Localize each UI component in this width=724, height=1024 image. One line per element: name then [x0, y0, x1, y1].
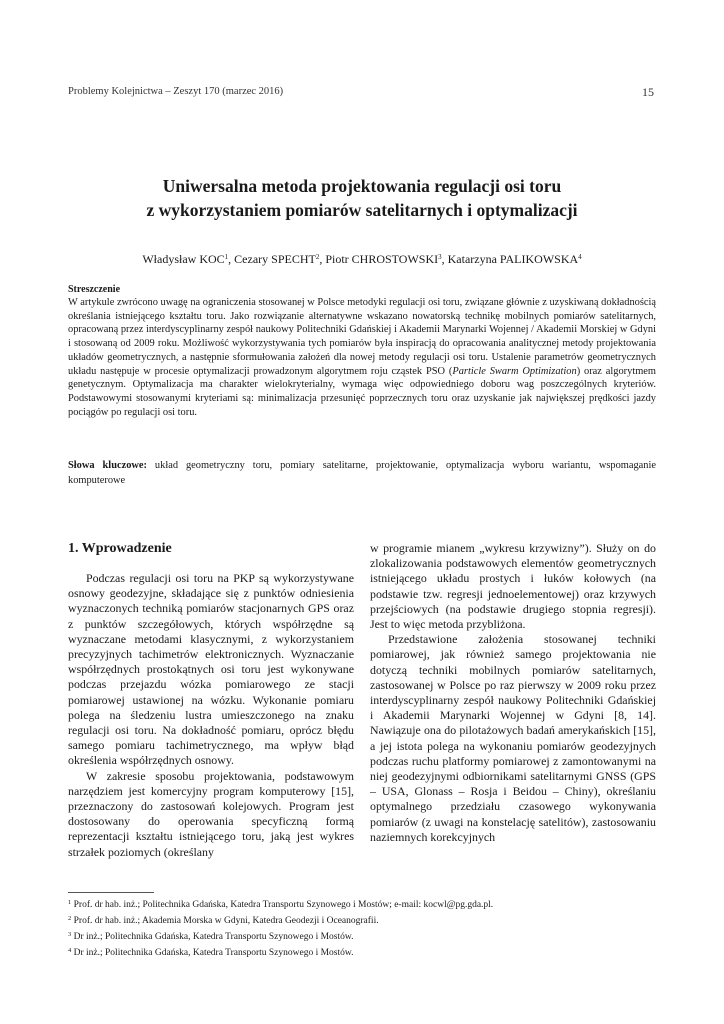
- author-separator: ,: [228, 252, 235, 266]
- author-affiliation-mark: 4: [578, 253, 582, 261]
- footnote-mark: 2: [68, 915, 72, 922]
- section-heading: 1. Wprowadzenie: [68, 541, 172, 556]
- author-name: Cezary SPECHT: [234, 252, 316, 266]
- author-list: [68, 252, 656, 267]
- title-line-2: z wykorzystaniem pomiarów satelitarnych i optymalizacji: [146, 200, 578, 220]
- left-column: [68, 571, 354, 860]
- footnote-mark: 4: [68, 947, 72, 954]
- author-affiliation-mark: 2: [315, 253, 320, 261]
- author-separator: ,: [319, 252, 326, 266]
- author-name: Katarzyna PALIKOWSKA: [447, 252, 579, 266]
- keywords-label: Słowa kluczowe:: [68, 460, 147, 471]
- keywords-text: układ geometryczny toru, pomiary satelitarne, projektowanie, optymalizacja wyboru wariantu, wspomaganie komputerowe: [68, 460, 656, 486]
- footnote: [68, 896, 656, 912]
- footnote: [68, 944, 656, 960]
- author-affiliation-mark: 1: [224, 253, 229, 261]
- article-title: [68, 174, 656, 222]
- footnote: [68, 912, 656, 928]
- author-affiliation-mark: 3: [438, 253, 442, 261]
- body-paragraph: Przedstawione założenia stosowanej techniki pomiarowej, jak również samego projektowania nie dotyczą techniki mobilnych pomiarów satelitarnych, zastosowanej w Polsce po raz pierwszy w 2009 roku przez interdyscyplinarny zespół naukowy Politechniki Gdańskiej i Akademii Marynarki Wojennej w Gdyni [8, 14]. Nawiązuje ona do pilotażowych badań amerykańskich [15], a jej istota polega na wykonaniu pomiarów geodezyjnych podczas ruchu platformy pomiarowej z zamontowanymi na niej geodezyjnymi odbiornikami satelitarnymi GNSS (GPS – USA, Glonass – Rosja i Beidou – Chiny), określaniu optymalnego przedziału czasowego wykonywania pomiarów (z uwagi na konstelację satelitów), zastosowaniu naziemnych korekcyjnych: [370, 632, 656, 844]
- body-paragraph: Podczas regulacji osi toru na PKP są wykorzystywane osnowy geodezyjne, składające się z punktów odniesienia wyznaczonych techniką pomiarów stacjonarnych GPS oraz z punktów szczegółowych, których współrzędne są wyznaczane metodami klasycznymi, z wykorzystaniem precyzyjnych tachimetrów elektronicznych. Wyznaczanie współrzędnych prostokątnych osi toru jest wykonywane podczas przejazdu wózka pomiarowego ze stacji pomiarowej ustawionej na wózku. Wykonanie pomiaru polega na śledzeniu lustra umieszczonego na znaku regulacji osi toru. Na dokładność pomiaru, oprócz błędu samego pomiaru tachimetrycznego, ma wpływ błąd określenia współrzędnych osnowy.: [68, 571, 354, 768]
- abstract-text-part: ) oraz algorytmem genetycznym. Optymalizacja ma charakter wielokryterialny, wymaga więc odpowiedniego doboru wag poszczególnych kryteriów. Podstawowymi stosowanymi kryteriami są: minimalizacja przesunięć poprzecznych toru oraz uzyskanie jak największej prędkości jazdy pociągów po regulacji osi toru.: [68, 365, 656, 418]
- footnote-text: Prof. dr hab. inż.; Politechnika Gdańska, Katedra Transportu Szynowego i Mostów; e-mail: kocwl@pg.gda.pl.: [71, 900, 494, 910]
- body-paragraph: w programie mianem „wykresu krzywizny”). Służy on do zlokalizowania podstawowych elementów geometrycznych istniejącego układu prostych i łuków kołowych (na podstawie tzw. regresji jednoelementowej) oraz krzywych przejściowych (na podstawie drugiego stopnia regresji). Jest to więc metoda przybliżona.: [370, 541, 656, 632]
- footnote-text: Dr inż.; Politechnika Gdańska, Katedra Transportu Szynowego i Mostów.: [71, 932, 354, 942]
- keywords: [68, 458, 656, 488]
- footnote-mark: 3: [68, 931, 72, 938]
- body-paragraph: W zakresie sposobu projektowania, podstawowym narzędziem jest komercyjny program komputerowy [15], przeznaczony do zastosowań kolejowych. Program jest dostosowany do operowania specyficzną formą reprezentacji kształtu istniejącego toru, jaką jest wykres strzałek poziomych (określany: [68, 768, 354, 859]
- author-separator: ,: [441, 252, 448, 266]
- abstract-text-part: W artykule zwrócono uwagę na ograniczenia stosowanej w Polsce metodyki regulacji osi toru, związane głównie z uzyskiwaną dokładnością określania istniejącego kształtu toru. Jako rozwiązanie alternatywne wskazano nowatorską technikę mobilnych pomiarów satelitarnych, opracowaną przez interdyscyplinarny zespół naukowy Politechniki Gdańskiej i Akademii Marynarki Wojennej / Akademii Morskiej w Gdyni i stosowaną od 2009 roku. Możliwość wykorzystywania tych pomiarów była inspiracją do opracowania analitycznej metody projektowania układów geometrycznych, a następnie sformułowania założeń dla nowej metody regulacji osi toru. Ustalenie parametrów geometrycznych układu następuje w procesie optymalizacji prowadzonym algorytmem roju cząstek PSO (: [68, 297, 656, 377]
- footnotes: [68, 896, 656, 960]
- page-number: 15: [642, 85, 654, 99]
- title-line-1: Uniwersalna metoda projektowania regulacji osi toru: [162, 176, 562, 196]
- footnote: [68, 928, 656, 944]
- footnote-rule: [68, 892, 154, 893]
- abstract-heading: Streszczenie: [68, 284, 121, 295]
- abstract-italic-term: Particle Swarm Optimization: [452, 365, 577, 377]
- running-head: Problemy Kolejnictwa – Zeszyt 170 (marzec 2016): [68, 86, 284, 97]
- author-name: Piotr CHROSTOWSKI: [325, 252, 439, 266]
- right-column: [370, 541, 656, 845]
- footnote-mark: 1: [68, 899, 72, 906]
- author-name: Władysław KOC: [142, 252, 225, 266]
- abstract-text: [68, 296, 656, 419]
- footnote-text: Prof. dr hab. inż.; Akademia Morska w Gdyni, Katedra Geodezji i Oceanografii.: [71, 916, 379, 926]
- footnote-text: Dr inż.; Politechnika Gdańska, Katedra Transportu Szynowego i Mostów.: [71, 948, 354, 958]
